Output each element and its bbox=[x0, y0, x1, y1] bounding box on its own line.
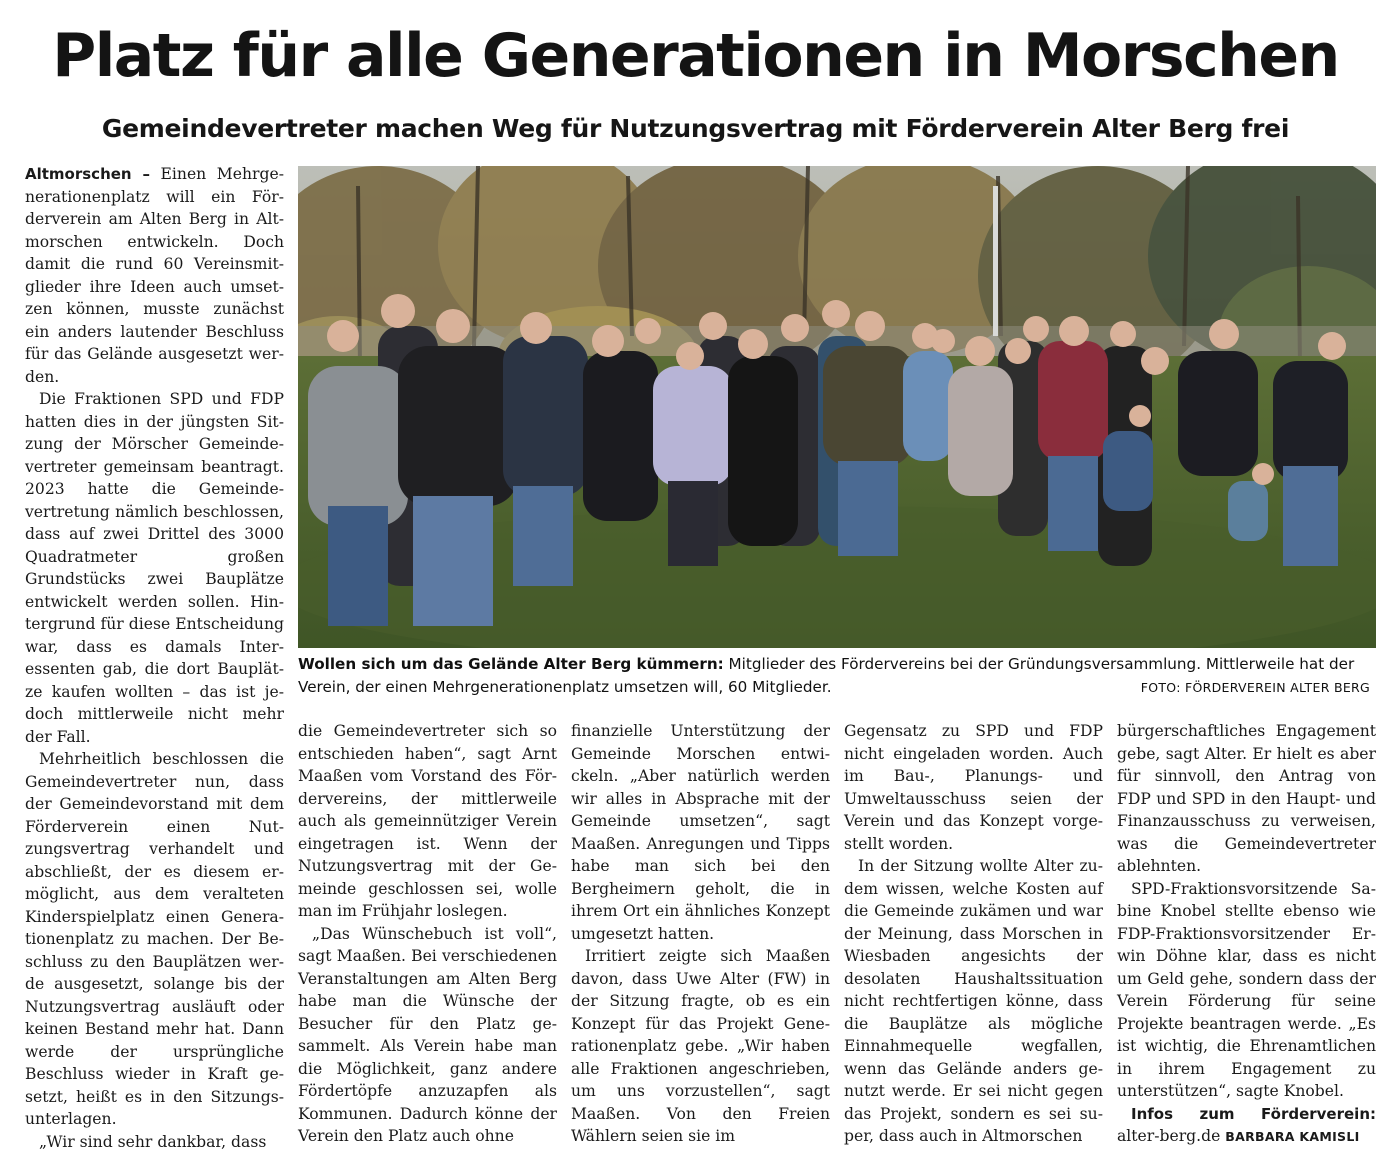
infos-line bbox=[1117, 1103, 1376, 1126]
article-column-3 bbox=[571, 720, 830, 1148]
article-paragraph: SPD-Fraktionsvorsitzende Sabine Knobel stellte ebenso wie FDP-Fraktionsvorsitzender Erwin Döhne klar, dass es nicht um Geld gehe, sondern dass der Verein Förderung für seine Projekte beantragen werde. „Es ist wichtig, die Ehrenamtlichen in ihrem Engagement zu unterstützen“, sagte Knobel. bbox=[1117, 879, 1376, 1100]
group-photo bbox=[298, 166, 1376, 648]
article-paragraph: Irritiert zeigte sich Maaßen davon, dass Uwe Alter (FW) in der Sitzung fragte, ob es ein Konzept für das Projekt Generationenplatz gebe. „Wir haben alle Fraktionen angeschrieben, um uns vorzustellen“, sagt Maaßen. Von den Freien Wählern seien sie im bbox=[571, 947, 830, 1145]
article-paragraph: Mehrheitlich beschlossen die Gemeindevertreter nun, dass der Gemeindevorstand mit dem Förderverein einen Nutzungsvertrag verhandelt und abschließt, der es diesem ermöglicht, aus dem veralteten Kinderspielplatz einen Generationenplatz zu machen. Der Beschluss zu den Bauplätzen werde ausgesetzt, solange bis der Nutzungsvertrag ausläuft oder keinen Bestand mehr hat. Dann werde der ursprüngliche Beschluss wieder in Kraft gesetzt, heißt es in den Sitzungsunterlagen. bbox=[25, 750, 284, 1128]
article-column-5 bbox=[1117, 720, 1376, 1149]
article-paragraph: bürgerschaftliches Engagement gebe, sagt Alter. Er hielt es aber für sinnvoll, den Antrag von FDP und SPD in den Haupt- und Finanzausschuss zu verweisen, was die Gemeindevertreter ablehnten. bbox=[1117, 722, 1376, 875]
article-paragraph: Gegensatz zu SPD und FDP nicht eingeladen worden. Auch im Bau-, Planungs- und Umweltausschuss seien der Verein und das Konzept vorgestellt worden. bbox=[844, 722, 1103, 853]
dateline: Altmorschen – bbox=[25, 165, 150, 183]
infos-label: Infos zum Förderverein: bbox=[1131, 1104, 1376, 1123]
infos-url[interactable]: alter-berg.de bbox=[1117, 1127, 1221, 1145]
paragraph-text: Einen Mehrgenerationenplatz will ein Förderverein am Alten Berg in Altmorschen entwickeln. Doch damit die rund 60 Vereinsmitglieder ihre Ideen auch umsetzen können, musste zunächst ein anders lautender Beschluss für das Gelände ausgesetzt werden. bbox=[25, 165, 284, 386]
article-column-2 bbox=[298, 720, 557, 1148]
headline: Platz für alle Generationen in Morschen bbox=[52, 21, 1339, 91]
author-byline: BARBARA KAMISLI bbox=[1225, 1129, 1360, 1144]
photo-credit: FOTO: FÖRDERVEREIN ALTER BERG bbox=[1140, 680, 1370, 695]
article-paragraph: „Wir sind sehr dankbar, dass bbox=[39, 1132, 267, 1151]
caption-lead: Wollen sich um das Gelände Alter Berg kümmern: bbox=[298, 655, 724, 673]
article-paragraph bbox=[25, 163, 284, 388]
article-paragraph: In der Sitzung wollte Alter zudem wissen, welche Kosten auf die Gemeinde zukämen und war der Meinung, dass Morschen in Wiesbaden angesichts der desolaten Haushaltssituation nicht rechtfertigen könne, dass die Bauplätze als mögliche Einnahmequelle wegfallen, wenn das Gelände anders genutzt werde. Er sei nicht gegen das Projekt, sondern es sei super, dass auch in Altmorschen bbox=[844, 857, 1103, 1145]
infos-url-line bbox=[1117, 1125, 1376, 1149]
article-column-1 bbox=[25, 163, 284, 1153]
caption-text: Mitglieder des Fördervereins bei der Gründungsversammlung. Mittlerweile hat der Verein, der einen Mehrgenerationenplatz umsetzen will, 60 Mitglieder. bbox=[298, 655, 1355, 696]
article-paragraph: Die Fraktionen SPD und FDP hatten dies in der jüngsten Sitzung der Mörscher Gemeindevertreter gemeinsam beantragt. 2023 hatte die Gemeindevertretung nämlich beschlossen, dass auf zwei Drittel des 3000 Quadratmeter großen Grundstücks zwei Bauplätze entwickelt werden sollen. Hintergrund für diese Entscheidung war, dass es damals Interessenten gab, die dort Bauplätze kaufen wollten – das ist jedoch mittlerweile nicht mehr der Fall. bbox=[25, 390, 284, 746]
article-paragraph: „Das Wünschebuch ist voll“, sagt Maaßen. Bei verschiedenen Veranstaltungen am Alten Berg habe man die Wünsche der Besucher für den Platz gesammelt. Als Verein habe man die Möglichkeit, ganz andere Fördertöpfe anzuzapfen als Kommunen. Dadurch könne der Verein den Platz auch ohne bbox=[298, 924, 557, 1145]
article-column-4 bbox=[844, 720, 1103, 1148]
article-paragraph: finanzielle Unterstützung der Gemeinde Morschen entwickeln. „Aber natürlich werden wir alles in Absprache mit der Gemeinde umsetzen“, sagt Maaßen. Anregungen und Tipps habe man sich bei den Bergheimern geholt, die in ihrem Ort ein ähnliches Konzept umgesetzt hatten. bbox=[571, 722, 830, 943]
article-paragraph: die Gemeindevertreter sich so entschieden haben“, sagt Arnt Maaßen vom Vorstand des Fördervereins, der mittlerweile auch als gemeinnütziger Verein eingetragen ist. Wenn der Nutzungsvertrag mit der Gemeinde geschlossen sei, wolle man im Frühjahr loslegen. bbox=[298, 722, 557, 920]
subheadline: Gemeindevertreter machen Weg für Nutzungsvertrag mit Förderverein Alter Berg frei bbox=[101, 114, 1290, 143]
photo-caption bbox=[298, 653, 1376, 699]
